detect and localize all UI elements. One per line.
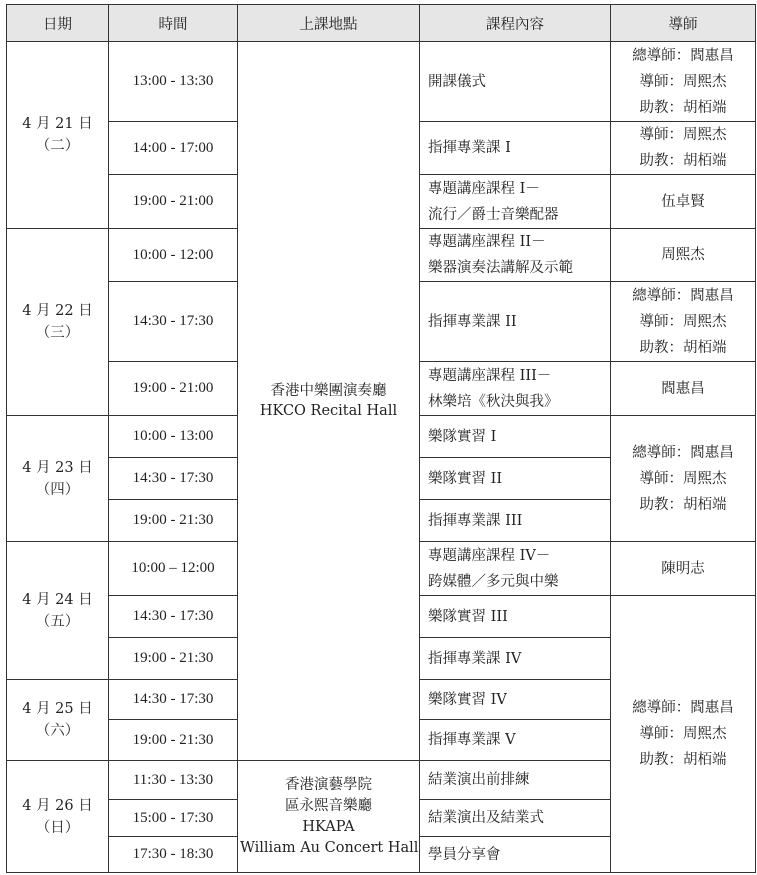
teacher-line: 陳明志 [661, 560, 705, 577]
date-weekday: （三） [35, 325, 80, 341]
course-cell [420, 680, 611, 720]
course-cell [420, 229, 611, 282]
header-date: 日期 [7, 5, 109, 42]
time-cell: 13:00 - 13:30 [109, 42, 238, 122]
time-cell: 10:00 – 12:00 [109, 542, 238, 596]
teacher-cell [611, 282, 756, 362]
teacher-cell [611, 416, 756, 542]
venue-line: HKCO Recital Hall [259, 403, 398, 419]
venue-line: HKAPA [302, 818, 355, 835]
course-line: 指揮專業課 V [428, 732, 516, 748]
time-cell: 11:30 - 13:30 [109, 761, 238, 800]
course-line: 指揮專業課 IV [428, 650, 522, 667]
teacher-line: 總導師：閻惠昌 [632, 287, 734, 304]
teacher-cell [611, 362, 756, 416]
course-line: 專題講座課程 IV－ [428, 547, 551, 564]
time-cell: 14:30 - 17:30 [109, 282, 238, 362]
teacher-line: 助教：胡栢端 [639, 99, 727, 116]
time-cell: 19:00 - 21:00 [109, 175, 238, 229]
teacher-cell [611, 42, 756, 122]
teacher-line: 總導師：閻惠昌 [632, 700, 734, 716]
course-cell [420, 416, 611, 458]
venue-cell [238, 42, 420, 761]
course-line: 林樂培《秋決與我》 [428, 393, 559, 410]
date-cell [7, 416, 109, 542]
course-cell [420, 362, 611, 416]
date-weekday: （四） [35, 481, 80, 498]
course-line: 結業演出及結業式 [428, 810, 544, 826]
teacher-line: 周熙杰 [661, 247, 705, 263]
teacher-cell [611, 175, 756, 229]
venue-line: 香港中樂團演奏廳 [270, 383, 387, 399]
teacher-cell [611, 596, 756, 873]
teacher-cell [611, 542, 756, 596]
date-weekday: （二） [35, 138, 80, 154]
teacher-line: 導師：周熙杰 [639, 313, 727, 330]
course-line: 指揮專業課 I [428, 140, 511, 156]
course-cell [420, 122, 611, 175]
course-line: 跨媒體／多元與中樂 [428, 573, 559, 590]
teacher-line: 助教：胡栢端 [639, 496, 727, 513]
time-cell: 10:00 - 12:00 [109, 229, 238, 282]
date-weekday: （六） [35, 723, 80, 739]
course-cell [420, 500, 611, 542]
course-cell [420, 720, 611, 761]
course-cell [420, 282, 611, 362]
schedule-table [6, 4, 756, 873]
teacher-line: 助教：胡栢端 [639, 153, 727, 169]
date-cell [7, 42, 109, 229]
course-cell [420, 175, 611, 229]
course-line: 樂隊實習 I [428, 428, 497, 445]
date-cell [7, 680, 109, 761]
header-venue: 上課地點 [238, 5, 420, 42]
teacher-line: 導師：周熙杰 [639, 127, 727, 143]
course-line: 專題講座課程 II－ [428, 234, 546, 250]
time-cell: 14:00 - 17:00 [109, 122, 238, 175]
time-cell: 19:00 - 21:30 [109, 638, 238, 680]
header-teacher: 導師 [611, 5, 756, 42]
course-line: 樂隊實習 IV [428, 691, 507, 708]
course-line: 開課儀式 [428, 73, 486, 90]
date-day: 4 月 26 日 [22, 797, 93, 814]
course-cell [420, 837, 611, 873]
course-line: 專題講座課程 III－ [428, 367, 552, 384]
course-cell [420, 42, 611, 122]
time-cell: 14:30 - 17:30 [109, 458, 238, 500]
course-line: 樂器演奏法講解及示範 [428, 260, 573, 276]
header-time: 時間 [109, 5, 238, 42]
date-day: 4 月 22 日 [22, 303, 93, 319]
course-cell [420, 638, 611, 680]
date-weekday: （五） [35, 613, 80, 630]
date-day: 4 月 23 日 [22, 459, 93, 476]
course-line: 樂隊實習 III [428, 608, 508, 625]
course-line: 結業演出前排練 [428, 772, 530, 788]
course-line: 指揮專業課 III [428, 512, 523, 529]
teacher-line: 導師：周熙杰 [639, 73, 727, 90]
time-cell: 19:00 - 21:00 [109, 362, 238, 416]
course-line: 流行／爵士音樂配器 [428, 206, 559, 223]
teacher-line: 助教：胡栢端 [639, 339, 727, 356]
date-cell [7, 761, 109, 873]
date-cell [7, 542, 109, 680]
course-cell [420, 800, 611, 837]
course-cell [420, 458, 611, 500]
course-line: 指揮專業課 II [428, 313, 517, 330]
teacher-line: 導師：周熙杰 [639, 726, 727, 742]
venue-line: 區永熙音樂廳 [285, 797, 372, 814]
course-cell [420, 761, 611, 800]
teacher-cell [611, 122, 756, 175]
teacher-cell [611, 229, 756, 282]
time-cell: 17:30 - 18:30 [109, 837, 238, 873]
venue-line: 香港演藝學院 [285, 776, 372, 793]
teacher-line: 助教：胡栢端 [639, 752, 727, 768]
course-line: 學員分享會 [428, 846, 501, 863]
header-course: 課程內容 [420, 5, 611, 42]
course-line: 專題講座課程 I－ [428, 180, 540, 197]
date-day: 4 月 21 日 [22, 116, 93, 132]
teacher-line: 閻惠昌 [661, 380, 705, 397]
table-row [7, 42, 756, 122]
teacher-line: 導師：周熙杰 [639, 470, 727, 487]
time-cell: 19:00 - 21:30 [109, 500, 238, 542]
date-weekday: （日） [35, 819, 80, 836]
time-cell: 14:30 - 17:30 [109, 596, 238, 638]
course-cell [420, 542, 611, 596]
course-cell [420, 596, 611, 638]
date-day: 4 月 24 日 [22, 591, 93, 608]
date-day: 4 月 25 日 [22, 701, 93, 717]
time-cell: 14:30 - 17:30 [109, 680, 238, 720]
teacher-line: 總導師：閻惠昌 [632, 444, 734, 461]
date-cell [7, 229, 109, 416]
time-cell: 10:00 - 13:00 [109, 416, 238, 458]
time-cell: 15:00 - 17:30 [109, 800, 238, 837]
teacher-line: 伍卓賢 [661, 193, 705, 210]
teacher-line: 總導師：閻惠昌 [632, 47, 734, 64]
time-cell: 19:00 - 21:30 [109, 720, 238, 761]
header-row [7, 5, 756, 42]
venue-line: William Au Concert Hall [240, 839, 419, 856]
venue-cell [238, 761, 420, 873]
course-line: 樂隊實習 II [428, 470, 503, 487]
